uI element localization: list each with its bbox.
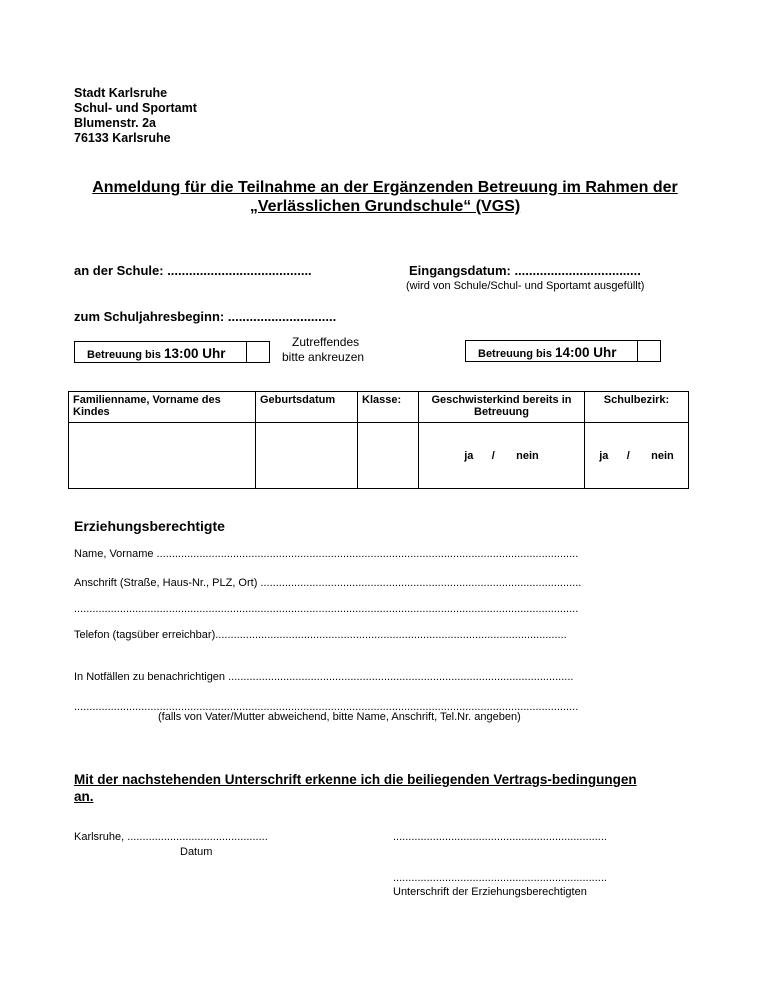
address-line-4: 76133 Karlsruhe (74, 131, 171, 145)
address-line-3: Blumenstr. 2a (74, 116, 156, 130)
sibling-options[interactable]: ja / nein (419, 423, 585, 489)
header-child-name: Familienname, Vorname des Kindes (69, 392, 256, 423)
address-line-2: Schul- und Sportamt (74, 101, 197, 115)
guardian-address-field-2[interactable]: ..................................................................................................................................................................... (74, 603, 579, 615)
school-field[interactable]: an der Schule: ........................................ (74, 263, 312, 278)
guardian-name-field[interactable]: Name, Vorname .......................................................................................................................................... (74, 548, 579, 560)
header-district: Schulbezirk: (585, 392, 689, 423)
care-option-1400-time: 14:00 Uhr (555, 345, 617, 360)
sender-address (74, 86, 197, 146)
school-year-field[interactable]: zum Schuljahresbeginn: .............................. (74, 309, 337, 324)
guardian-phone-field[interactable]: Telefon (tagsüber erreichbar)................................................................................................................... (74, 629, 567, 641)
signature-line-2[interactable]: ...................................................................... (393, 872, 607, 884)
checkbox-hint (282, 335, 364, 365)
address-line-1: Stadt Karlsruhe (74, 86, 168, 100)
emergency-contact-field-2[interactable]: ..................................................................................................................................................................... (74, 701, 579, 713)
care-option-1400[interactable] (465, 340, 661, 362)
signature-label: Unterschrift der Erziehungsberechtigten (393, 886, 587, 898)
emergency-note: (falls von Vater/Mutter abweichend, bitte Name, Anschrift, Tel.Nr. angeben) (158, 711, 521, 723)
guardian-address-field[interactable]: Anschrift (Straße, Haus-Nr., PLZ, Ort) ......................................................................................................... (74, 577, 582, 589)
consent-statement: Mit der nachstehenden Unterschrift erkenne ich die beiliegenden Vertrags-bedingungen an. (74, 772, 637, 804)
birthdate-cell[interactable] (256, 423, 358, 489)
guardians-heading: Erziehungsberechtigte (74, 518, 225, 534)
receipt-date-note: (wird von Schule/Schul- und Sportamt ausgefüllt) (406, 280, 645, 292)
district-options[interactable]: ja / nein (585, 423, 689, 489)
header-class: Klasse: (358, 392, 419, 423)
receipt-date-field[interactable]: Eingangsdatum: ................................... (409, 263, 641, 278)
header-sibling: Geschwisterkind bereits in Betreuung (419, 392, 585, 423)
checkbox-hint-line-2: bitte ankreuzen (282, 350, 365, 364)
table-row (69, 423, 689, 489)
child-name-cell[interactable] (69, 423, 256, 489)
care-option-1300-time: 13:00 Uhr (164, 346, 226, 361)
form-title: Anmeldung für die Teilnahme an der Ergänzenden Betreuung im Rahmen der „Verlässlichen Grundschule“ (VGS) (92, 179, 678, 215)
care-option-1300-prefix: Betreuung bis (87, 349, 161, 361)
signature-line-1[interactable]: ...................................................................... (393, 831, 607, 843)
care-option-1400-prefix: Betreuung bis (478, 348, 552, 360)
child-table (68, 391, 689, 489)
care-option-1300-checkbox[interactable] (246, 342, 269, 362)
checkbox-hint-line-1: Zutreffendes (292, 335, 360, 349)
class-cell[interactable] (358, 423, 419, 489)
emergency-contact-field[interactable]: In Notfällen zu benachrichtigen ................................................................................................................. (74, 671, 574, 683)
header-birthdate: Geburtsdatum (256, 392, 358, 423)
table-header-row (69, 392, 689, 423)
care-option-1400-checkbox[interactable] (637, 341, 660, 361)
place-date-field[interactable]: Karlsruhe, .............................................. (74, 831, 268, 843)
date-label: Datum (180, 846, 213, 858)
care-option-1300[interactable] (74, 341, 270, 363)
